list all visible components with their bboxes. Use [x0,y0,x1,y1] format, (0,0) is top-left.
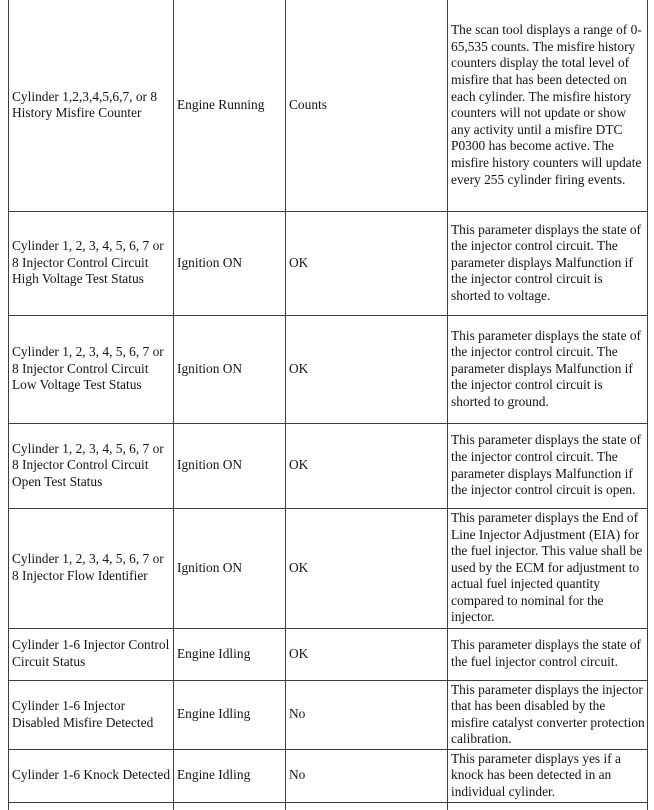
scan-tool-parameter-table [8,0,648,810]
parameter-cell: Cylinder 1-6 Knock Detected [9,749,174,802]
table-row-partial [9,802,648,810]
description-cell: This parameter displays the End of Line Injector Adjustment (EIA) for the fuel injector. This value shall be used by the ECM for adjustment to actual fuel injected quantity compared to nominal for the injector. [448,508,648,628]
value-cell: No [286,680,448,749]
value-cell: OK [286,315,448,423]
condition-cell: Ignition ON [174,211,286,315]
value-cell: Counts [286,0,448,211]
table-row [9,315,648,423]
table-row [9,749,648,802]
table-row [9,211,648,315]
condition-cell: Engine Idling [174,749,286,802]
table-row [9,508,648,628]
value-cell: OK [286,211,448,315]
description-cell: This parameter displays the injector that has been disabled by the misfire catalyst converter protection calibration. [448,680,648,749]
table-row [9,0,648,211]
parameter-cell: Cylinder 1, 2, 3, 4, 5, 6, 7 or 8 Injector Flow Identifier [9,508,174,628]
description-cell: The scan tool displays a range of 0-65,535 counts. The misfire history counters display the total level of misfire that has been detected on each cylinder. The misfire history counters will not update or show any activity until a misfire DTC P0300 has become active. The misfire history counters will update every 255 cylinder firing events. [448,0,648,211]
value-cell: OK [286,628,448,680]
condition-cell: Ignition ON [174,508,286,628]
condition-cell: Ignition ON [174,315,286,423]
description-cell [448,802,648,810]
condition-cell: Engine Idling [174,628,286,680]
value-cell: OK [286,423,448,508]
condition-cell [174,802,286,810]
parameter-cell: Cylinder 1, 2, 3, 4, 5, 6, 7 or 8 Injector Control Circuit High Voltage Test Status [9,211,174,315]
table-row [9,423,648,508]
parameter-cell: Cylinder 1,2,3,4,5,6,7, or 8 History Misfire Counter [9,0,174,211]
table-row [9,628,648,680]
value-cell: OK [286,508,448,628]
parameter-cell: Cylinder 1, 2, 3, 4, 5, 6, 7 or 8 Injector Control Circuit Open Test Status [9,423,174,508]
parameter-cell [9,802,174,810]
description-cell: This parameter displays the state of the injector control circuit. The parameter displays Malfunction if the injector control circuit is shorted to voltage. [448,211,648,315]
parameter-cell: Cylinder 1, 2, 3, 4, 5, 6, 7 or 8 Injector Control Circuit Low Voltage Test Status [9,315,174,423]
parameter-cell: Cylinder 1-6 Injector Disabled Misfire Detected [9,680,174,749]
description-cell: This parameter displays the state of the injector control circuit. The parameter displays Malfunction if the injector control circuit is open. [448,423,648,508]
description-cell: This parameter displays the state of the injector control circuit. The parameter displays Malfunction if the injector control circuit is shorted to ground. [448,315,648,423]
description-cell: This parameter displays yes if a knock has been detected in an individual cylinder. [448,749,648,802]
condition-cell: Engine Idling [174,680,286,749]
condition-cell: Ignition ON [174,423,286,508]
description-cell: This parameter displays the state of the fuel injector control circuit. [448,628,648,680]
value-cell [286,802,448,810]
parameter-cell: Cylinder 1-6 Injector Control Circuit Status [9,628,174,680]
table-row [9,680,648,749]
value-cell: No [286,749,448,802]
condition-cell: Engine Running [174,0,286,211]
